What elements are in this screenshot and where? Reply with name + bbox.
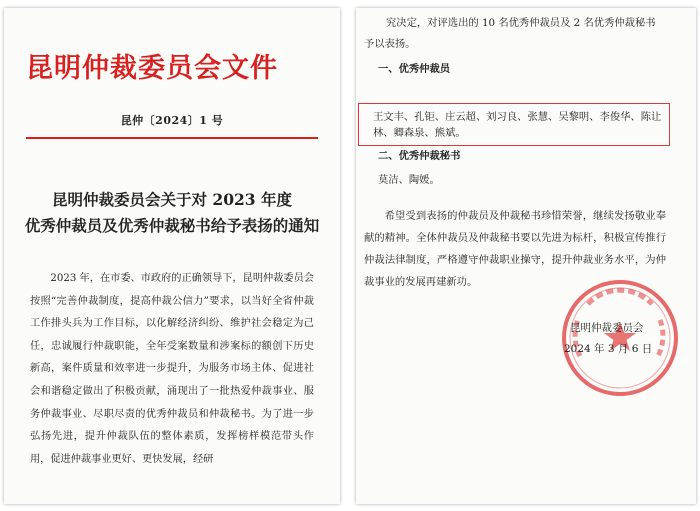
arbitrators-list: 王文丰、孔钜、庄云超、刘习良、张慧、吴黎明、李俊华、陈让林、卿森泉、熊斌。 <box>373 111 662 139</box>
notice-title-line2: 优秀仲裁员及优秀仲裁秘书给予表扬的通知 <box>24 216 320 235</box>
signature-date: 2024 年 3 月 6 日 <box>564 343 653 355</box>
notice-title-line1: 昆明仲裁委员会关于对 2023 年度 <box>52 190 292 209</box>
notice-body-paragraph: 2023 年，在市委、市政府的正确领导下，昆明仲裁委员会按照“完善仲裁制度，提高仲裁公信力”要求，以当好全省仲裁工作排头兵为工作目标，以化解经济纠纷、维护社会稳定为己任，忠诚履行仲裁职能，全年受案数量和涉案标的额创下历史新高，案件质量和效率进一步提升，为服务市场主体、促进社会和谐稳定做出了积极贡献，涌现出了一批热爱仲裁事业、服务仲裁事业、尽职尽责的优秀仲裁员和仲裁秘书。为了进一步弘扬先进，提升仲裁队伍的整体素质，发挥榜样模范带头作用，促进仲裁事业更好、更快发展，经研 <box>30 273 314 465</box>
intro-line2: 予以表扬。 <box>364 38 416 50</box>
secretaries-list: 莫洁、陶媛。 <box>378 174 440 186</box>
intro-line1: 究决定，对评选出的 10 名优秀仲裁员及 2 名优秀仲裁秘书 <box>386 17 656 29</box>
red-divider <box>26 137 318 139</box>
document-page-left <box>4 8 340 504</box>
section1-heading: 一、优秀仲裁员 <box>378 63 451 75</box>
signature-organization: 昆明仲裁委员会 <box>570 322 644 334</box>
arbitrators-highlight-box <box>358 103 670 146</box>
official-seal-icon <box>558 276 682 400</box>
closing-paragraph: 希望受到表扬的仲裁员及仲裁秘书珍惜荣誉，继续发扬敬业奉献的精神。全体仲裁员及仲裁秘书要以先进为标杆，积极宣传推行仲裁法律制度，严格遵守仲裁职业操守，提升仲裁业务水平，为仲裁事业的发展再建新功。 <box>364 210 666 288</box>
section2-heading: 二、优秀仲裁秘书 <box>378 150 461 162</box>
document-page-right <box>356 8 696 504</box>
document-number: 昆仲〔2024〕1 号 <box>120 114 224 127</box>
document-header: 昆明仲裁委员会文件 <box>26 53 278 84</box>
